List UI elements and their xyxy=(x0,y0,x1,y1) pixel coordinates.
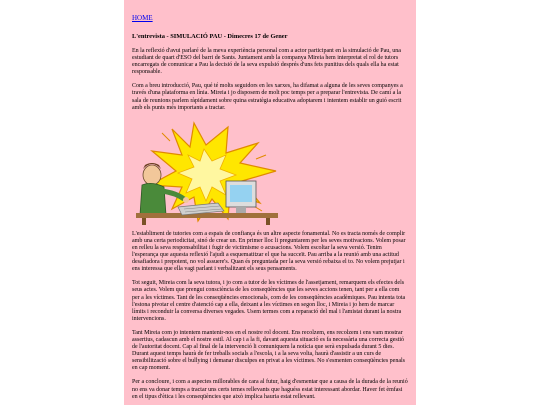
paragraph-1: En la reflexió d'avui parlaré de la meva experiència personal com a actor participant en la simulació de Pau, una estudiant de quart d'ESO del barri de Sants. Juntament amb la companya Mireia hem interpretat el rol de tutors encarregats de comunicar a Pau la decisió de la seva expulsió després d'uns fets punitius dels quals ella ha estat responsable. xyxy=(132,48,401,76)
person-head xyxy=(143,165,161,185)
desk xyxy=(136,213,278,218)
home-link[interactable]: HOME xyxy=(132,14,153,22)
paragraph-2: Com a breu introducció, Pau, qué té molts seguidors en les xarxes, ha difamat a alguna de les seves companyes a través d'una plataforma en línia. Mireia i jo disposem de molt poc temps per a preparar l'entrevista. De camí a la sala de reunions parlem ràpidament sobre quina estratègia educativa adoptarem i intentem establir un guió escrit amb els punts més importants a tractar. xyxy=(132,83,403,111)
page-column xyxy=(124,0,416,405)
paragraph-3: L'establiment de tutories com a espais de confiança és un altre aspecte fonamental. No es tracta només de complir amb una certa periodicitat, sinó de crear un. En primer lloc li preguntarem per les seves motivacions. Volem posar en relleu la seva responsabilitat i fugir de victimisme o acusacions. Volem escoltar la seva versió. Tenim l'esperança que aquesta reflexió l'ajudi a esquematitzar el que ha succeït. Pau arriba a la reunió amb una actitud desafiadora i prepotent, no vol assuere's. Quan és preguntada per la seva versió rebaixa el to. No volem prejutjar i ens interessa que ella vagi parlant i verbalitzant els seus pensaments. xyxy=(132,230,406,273)
explosion-computer-illustration xyxy=(132,119,282,225)
post-title: L'entrevista - SIMULACIÓ PAU - Dimecres 17 de Gener xyxy=(132,33,288,40)
post-content xyxy=(124,0,416,401)
paragraph-4: Tot seguit, Mireia com la seva tutora, i jo com a tutor de les víctimes de l'assetjament, remarquem els efectes dels seus actes. Volem que prengui consciència de les conseqüències que les seves accions tenen, tant per a ella com per a les víctimes. Tant de les conseqüències emocionals, com de les conseqüències acadèmiques. Pau intenta tota l'estona pivotar el centre d'atenció cap a ella, deixant a les víctimes en segon lloc, i Mireia i jo hem de marcar límits i reconduir la conversa diverses vegades. Usem termes com a reparació del mal i l'amistat durant la nostra intervencions. xyxy=(132,280,406,322)
paragraph-5: Tant Mireia com jo intentem mantenir-nos en el nostre rol docent. Ens recolzem, ens recolzem i ens vam mostrar assertius, cadascun amb el nostre estil. Al cap i a la fi, davant aquesta situació es fa necessària una correcta gestió de l'autoritat docent. Cap al final de la intervenció li comuniquem la notícia que serà expulsada durant 5 dies. Durant aquest temps haurà de fer treballs socials a l'escola, i a la seva volta, haurà d'assistir a un curs de sensibilització sobre el bullying i demanar disculpes en privat a les víctimes. No s'esmenten conseqüències penals en cap moment. xyxy=(132,329,406,372)
person-body xyxy=(140,183,166,215)
paragraph-6: Per a concloure, i com a aspectes millorables de cara al futur, haig d'esmentar que a causa de la durada de la reunió no ens va donar temps a tractar uns certs temes rellevants que haguéss estat interessant abordar. Haver fet èmfasi en el tipus d'ètica i les conseqüències que això implica hauria estat rellevant. xyxy=(132,379,408,400)
